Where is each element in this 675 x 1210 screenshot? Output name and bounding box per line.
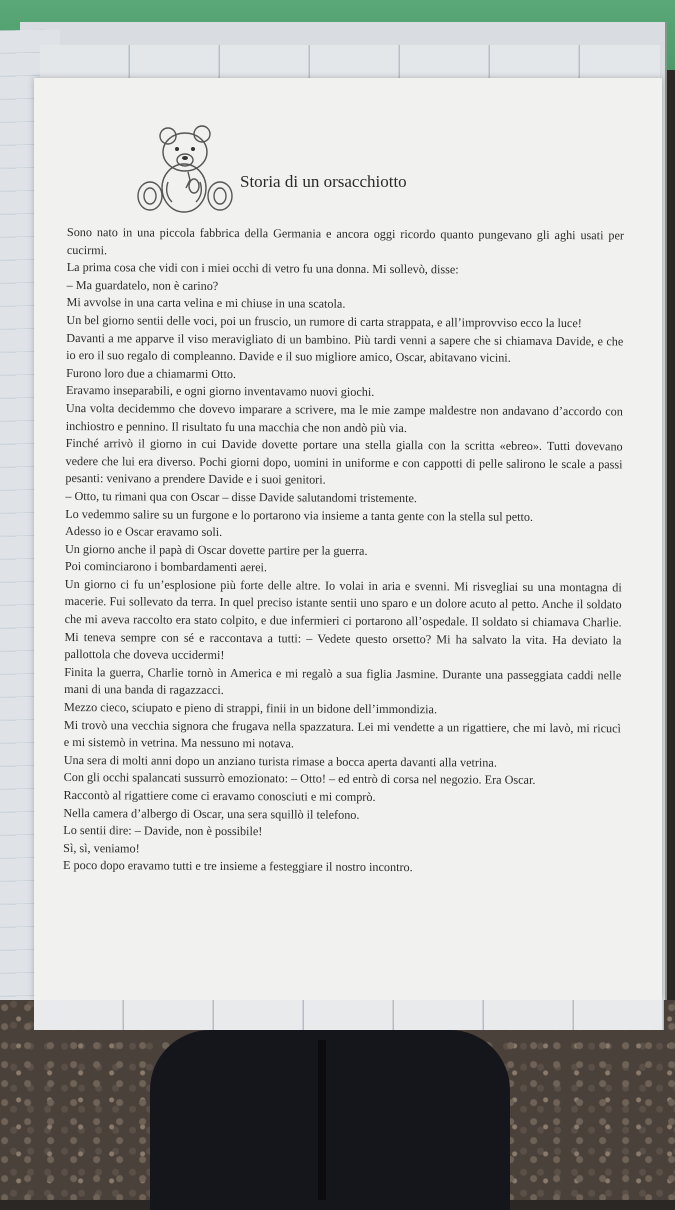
paragraph: E poco dopo eravamo tutti e tre insieme a festeggiare il nostro incontro. bbox=[63, 858, 413, 875]
paragraph: Un giorno ci fu un’esplosione più forte delle altre. Io volai in aria e svenni. Mi risvegliai su una montagna di macerie. Fui sollevato da terra. In quel preciso istante sentii uno sparo e un dolore acuto al petto. Anche il soldato che mi aveva raccolto era stato colpito, e due infermieri ci portarono all’ospedale. Il soldato si chiamava Charlie. Mi teneva sempre con sé e raccontava a tutti: – Vedete questo orsetto? Mi ha salvato la vita. Ha deviato la pallottola che doveva uccidermi! bbox=[64, 576, 622, 663]
paragraph: Mezzo cieco, sciupato e pieno di strappi, finii in un bidone dell’immondizia. bbox=[64, 700, 438, 717]
paragraph: Finché arrivò il giorno in cui Davide dovette portare una stella gialla con la scritta «ebreo». Tutti dovevano vedere che lui era diverso. Pochi giorni dopo, uomini in uniforme e con cappotti di pelle salirono le scale a passi pesanti: venivano a prendere Davide e i suoi genitori. bbox=[65, 436, 623, 487]
paragraph: Davanti a me apparve il viso meravigliato di un bambino. Più tardi venni a sapere che si chiamava Davide, e che io ero il suo regalo di compleanno. Davide e il suo migliore amico, Oscar, abitavano vicini. bbox=[66, 330, 624, 365]
teddy-bear-icon bbox=[128, 122, 238, 222]
paragraph: Furono loro due a chiamarmi Otto. bbox=[66, 365, 237, 381]
paragraph: La prima cosa che vidi con i miei occhi di vetro fu una donna. Mi sollevò, disse: bbox=[66, 260, 459, 277]
paragraph: Mi trovò una vecchia signora che frugava nella spazzatura. Lei mi vendette a un rigattiere, che mi lavò, mi ricucì e mi sistemò in vetrina. Ma nessuno mi notava. bbox=[63, 717, 621, 751]
paragraph: Adesso io e Oscar eravamo soli. bbox=[65, 524, 223, 540]
paragraph: Con gli occhi spalancati sussurrò emozionato: – Otto! – ed entrò di corsa nel negozio. Era Oscar. bbox=[63, 770, 536, 788]
paragraph: Lo vedemmo salire su un furgone e lo portarono via insieme a tanta gente con la stella sul petto. bbox=[65, 506, 534, 524]
paragraph: Un giorno anche il papà di Oscar dovette partire per la guerra. bbox=[64, 541, 368, 558]
paragraph: Una volta decidemmo che dovevo imparare a scrivere, ma le mie zampe maldestre non andavano d’accordo con inchiostro e pennino. Il risultato fu una macchia che non andò più via. bbox=[65, 400, 623, 435]
story-text bbox=[63, 224, 624, 878]
paragraph: Nella camera d’albergo di Oscar, una sera squillò il telefono. bbox=[63, 805, 360, 822]
paragraph: Poi cominciarono i bombardamenti aerei. bbox=[64, 559, 267, 575]
paragraph: Lo sentii dire: – Davide, non è possibile! bbox=[63, 823, 263, 839]
legs-gap bbox=[318, 1040, 326, 1200]
paragraph: Mi avvolse in una carta velina e mi chiuse in una scatola. bbox=[66, 295, 346, 312]
notebook-grid-bottom bbox=[34, 1000, 664, 1030]
paragraph: Raccontò al rigattiere come ci eravamo conosciuti e mi comprò. bbox=[63, 787, 376, 804]
paragraph: – Otto, tu rimani qua con Oscar – disse Davide salutandomi tristemente. bbox=[65, 488, 418, 506]
paragraph: – Ma guardatelo, non è carino? bbox=[66, 277, 219, 293]
paragraph: Una sera di molti anni dopo un anziano turista rimase a bocca aperta davanti alla vetrina. bbox=[63, 752, 497, 770]
paragraph: Eravamo inseparabili, e ogni giorno inventavamo nuovi giochi. bbox=[65, 383, 375, 400]
paragraph: Sono nato in una piccola fabbrica della Germania e ancora oggi ricordo quanto pungevano gli aghi usati per cucirmi. bbox=[66, 224, 624, 257]
paragraph: Un bel giorno sentii delle voci, poi un fruscio, un rumore di carta strappata, e all’improvviso ecco la luce! bbox=[66, 312, 582, 331]
paragraph: Finita la guerra, Charlie tornò in America e mi regalò a sua figlia Jasmine. Durante una passeggiata caddi nelle mani di una banda di ragazzacci. bbox=[64, 664, 622, 698]
person-legs bbox=[150, 1030, 510, 1210]
paragraph: Sì, sì, veniamo! bbox=[63, 840, 140, 856]
story-title: Storia di un orsacchiotto bbox=[240, 172, 407, 191]
